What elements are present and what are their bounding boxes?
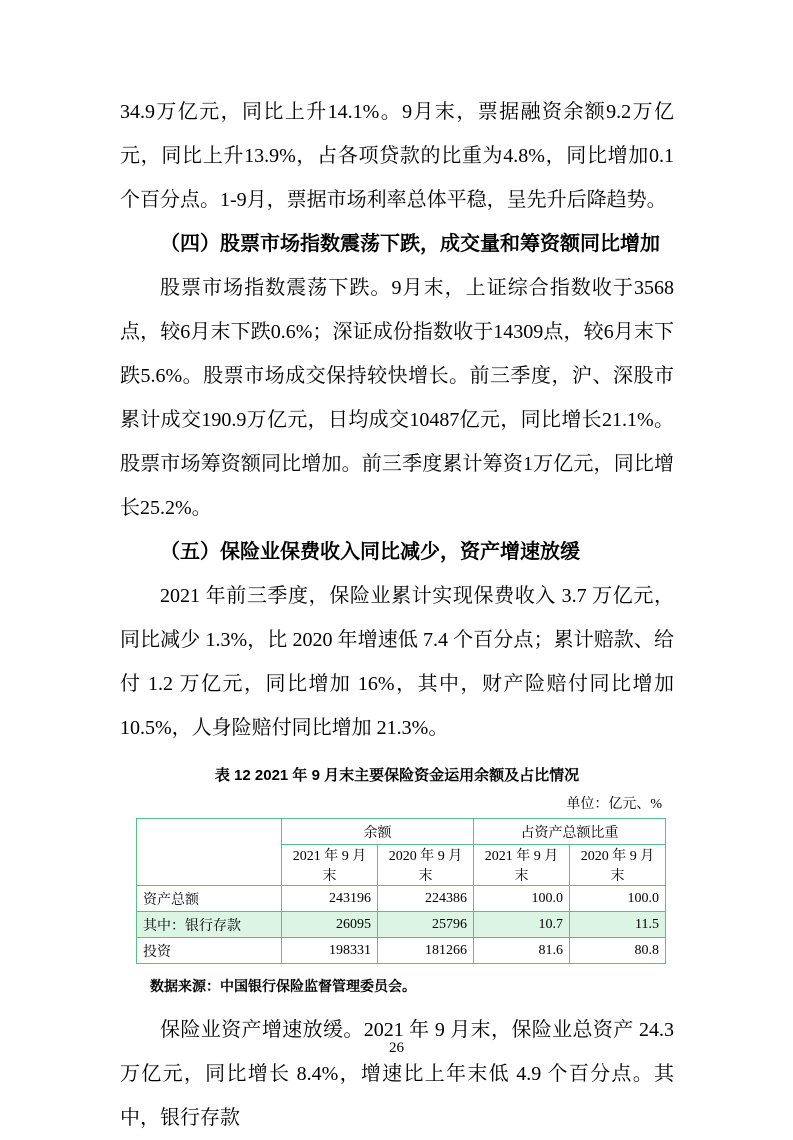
col-header-share-2021: 2021 年 9 月末 [474, 845, 570, 886]
table-row-bank-deposits [137, 912, 666, 938]
cell-total-assets-share-2020: 100.0 [570, 886, 666, 912]
cell-investment-balance-2020: 181266 [378, 938, 474, 964]
col-header-share-2020: 2020 年 9 月末 [570, 845, 666, 886]
cell-investment-share-2021: 81.6 [474, 938, 570, 964]
paragraph-insurance-premium: 2021 年前三季度，保险业累计实现保费收入 3.7 万亿元，同比减少 1.3%，比 2020 年增速低 7.4 个百分点；累计赔款、给付 1.2 万亿元，同比增加 16%，其中，财产险赔付同比增加 10.5%，人身险赔付同比增加 21.3%。 [120, 585, 674, 739]
paragraph-insurance-assets: 保险业资产增速放缓。2021 年 9 月末，保险业总资产 24.3 万亿元，同比增长 8.4%，增速比上年末低 4.9 个百分点。其中，银行存款 [120, 1019, 674, 1129]
row-label-total-assets: 资产总额 [137, 886, 282, 912]
page-number: 26 [389, 1040, 404, 1056]
cell-total-assets-balance-2021: 243196 [282, 886, 378, 912]
paragraph-bill-financing: 34.9万亿元，同比上升14.1%。9月末，票据融资余额9.2万亿元，同比上升13.9%，占各项贷款的比重为4.8%，同比增加0.1个百分点。1-9月，票据市场利率总体平稳，呈先升后降趋势。 [120, 101, 674, 211]
cell-investment-balance-2021: 198331 [282, 938, 378, 964]
heading-section-5: （五）保险业保费收入同比减少，资产增速放缓 [160, 541, 580, 563]
cell-total-assets-share-2021: 100.0 [474, 886, 570, 912]
cell-bank-deposits-share-2021: 10.7 [474, 912, 570, 938]
table-group-header-row [137, 819, 666, 845]
insurance-funds-table [136, 818, 666, 964]
cell-bank-deposits-share-2020: 11.5 [570, 912, 666, 938]
col-header-balance-2020: 2020 年 9 月末 [378, 845, 474, 886]
table-corner-cell [137, 819, 282, 886]
table-row-total-assets [137, 886, 666, 912]
row-label-bank-deposits: 其中：银行存款 [137, 912, 282, 938]
cell-bank-deposits-balance-2021: 26095 [282, 912, 378, 938]
group-header-balance: 余额 [282, 819, 474, 845]
cell-investment-share-2020: 80.8 [570, 938, 666, 964]
group-header-share-of-assets: 占资产总额比重 [474, 819, 666, 845]
data-source-note: 数据来源：中国银行保险监督管理委员会。 [150, 978, 416, 994]
col-header-balance-2021: 2021 年 9 月末 [282, 845, 378, 886]
paragraph-stock-market: 股票市场指数震荡下跌。9月末，上证综合指数收于3568点，较6月末下跌0.6%；深证成份指数收于14309点，较6月末下跌5.6%。股票市场成交保持较快增长。前三季度，沪、深股市累计成交190.9万亿元，日均成交10487亿元，同比增长21.1%。股票市场筹资额同比增加。前三季度累计筹资1万亿元，同比增长25.2%。 [120, 277, 674, 519]
cell-total-assets-balance-2020: 224386 [378, 886, 474, 912]
table-unit-label: 单位：亿元、% [566, 797, 662, 812]
table-title: 表 12 2021 年 9 月末主要保险资金运用余额及占比情况 [214, 767, 580, 784]
cell-bank-deposits-balance-2020: 25796 [378, 912, 474, 938]
row-label-investment: 投资 [137, 938, 282, 964]
page-content [120, 90, 674, 1140]
table-row-investment [137, 938, 666, 964]
heading-section-4: （四）股票市场指数震荡下跌，成交量和筹资额同比增加 [160, 233, 660, 255]
